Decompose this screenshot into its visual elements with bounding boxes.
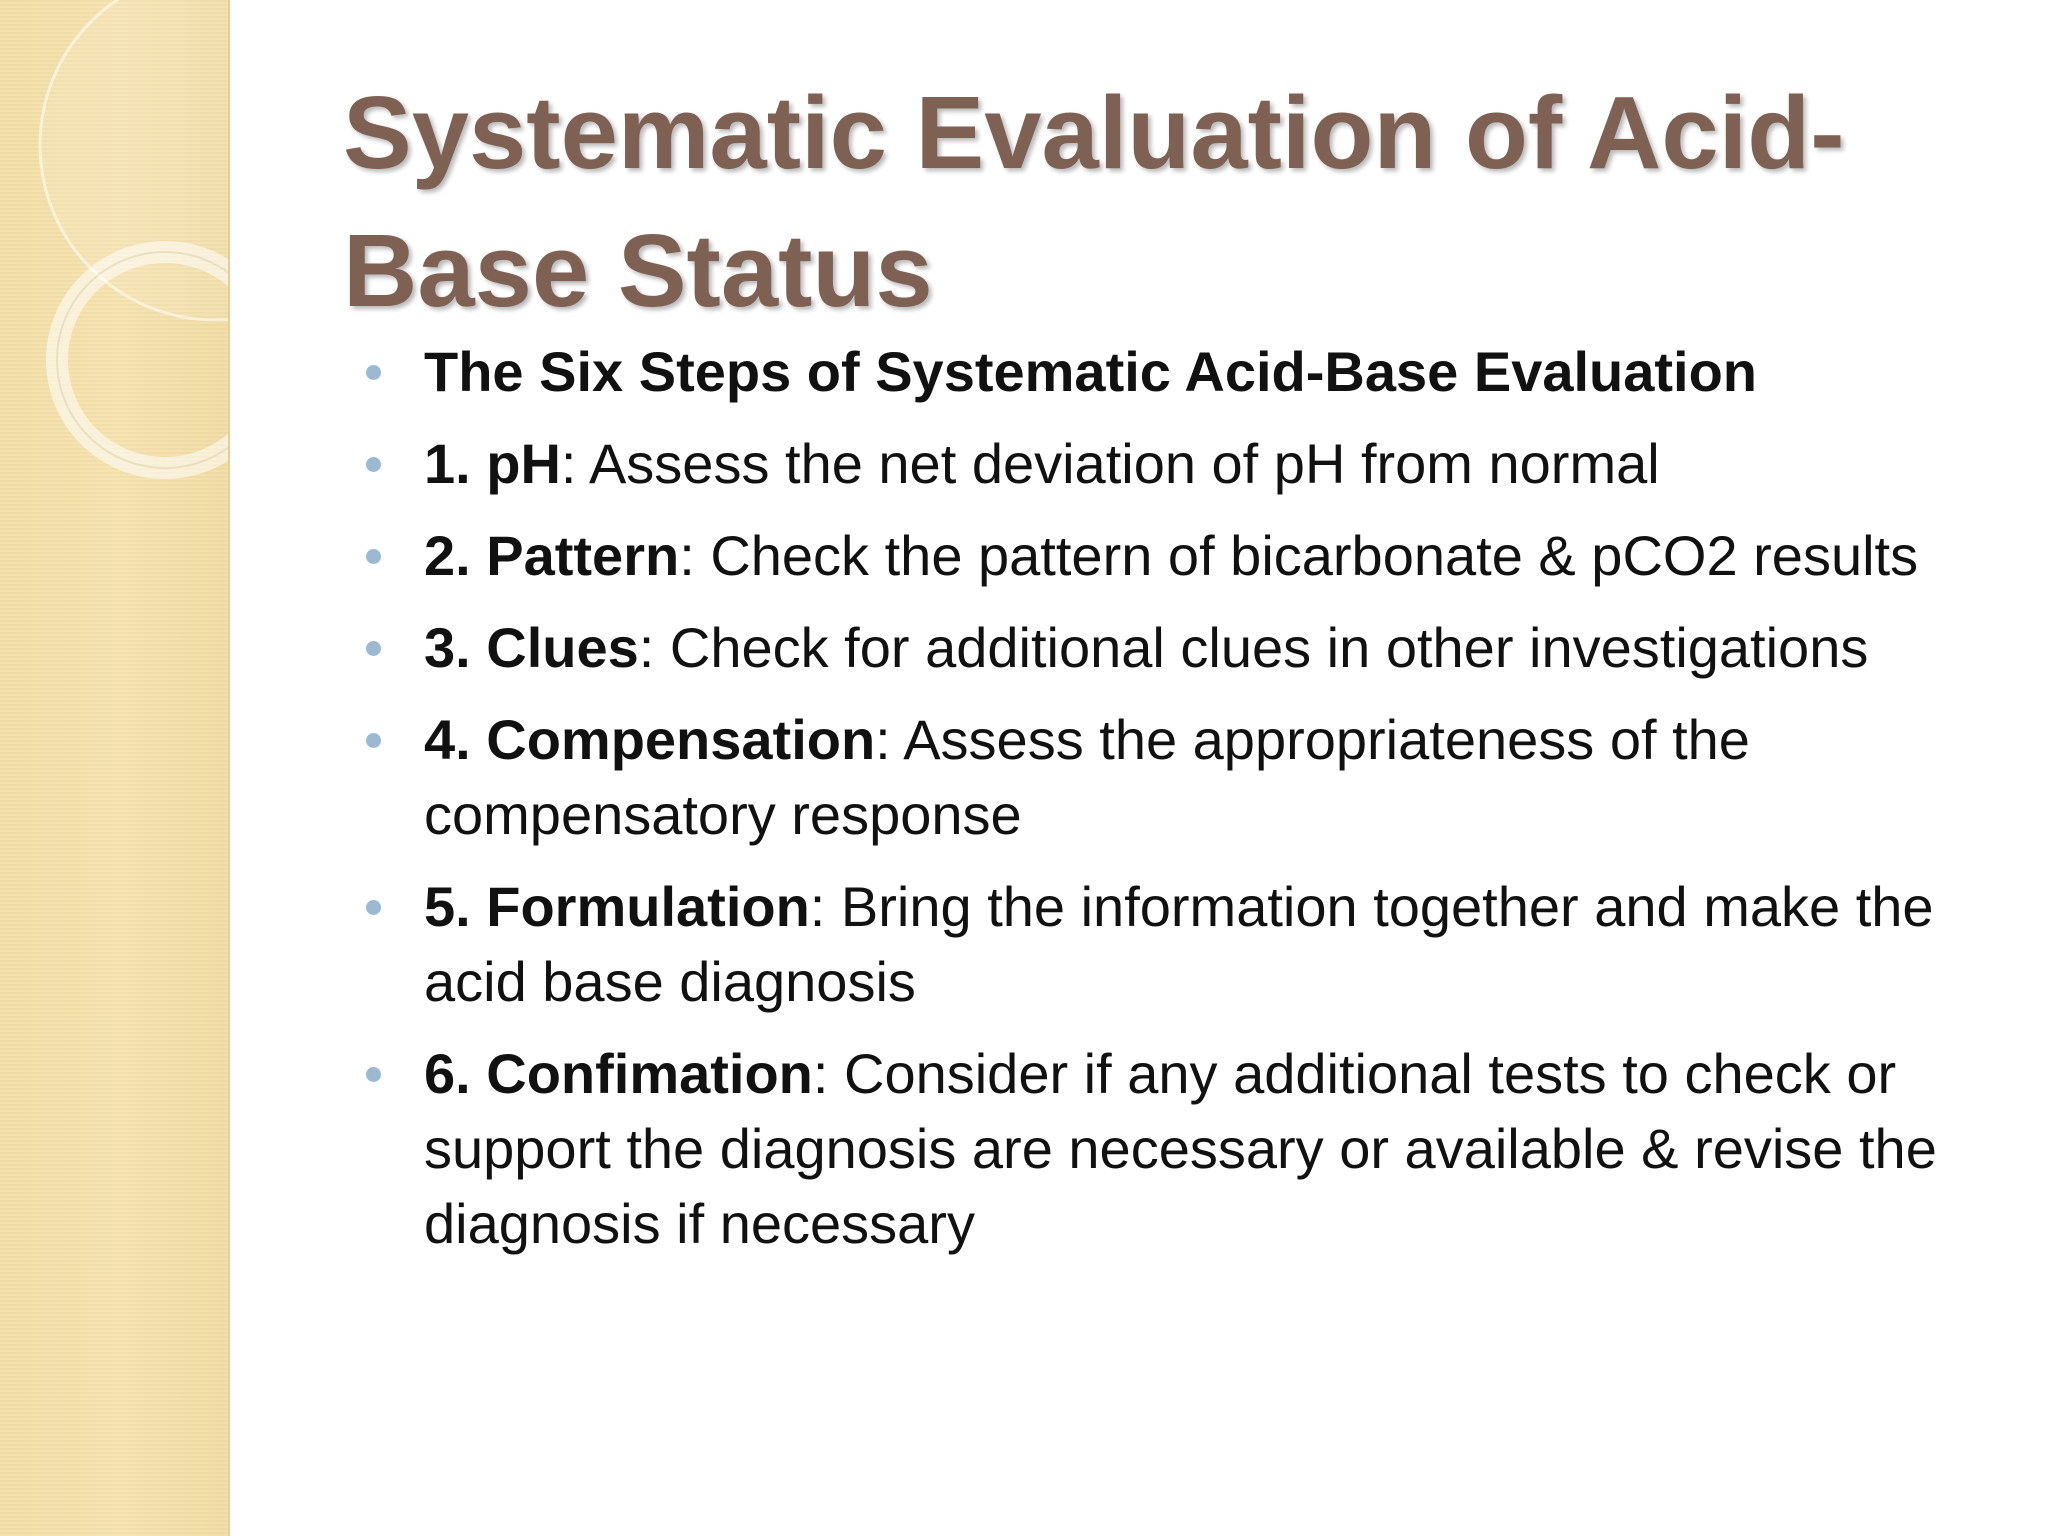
list-item <box>352 426 1992 501</box>
list-item-bold-label: 3. Clues <box>424 616 639 679</box>
bullet-icon <box>366 365 381 380</box>
list-item-text: : Assess the net deviation of pH from normal <box>560 432 1660 495</box>
list-item-bold-label: 4. Compensation <box>424 708 876 771</box>
list-item-text: : Check for additional clues in other investigations <box>638 616 1869 679</box>
list-item-bold-label: The Six Steps of Systematic Acid-Base Evaluation <box>424 340 1758 403</box>
list-item-bold-label: 1. pH <box>424 432 561 495</box>
bullet-icon <box>366 900 381 915</box>
list-item <box>352 518 1992 593</box>
bullet-icon <box>366 1067 381 1082</box>
decorative-side-band <box>0 0 230 1536</box>
bullet-icon <box>366 457 381 472</box>
bullet-icon <box>366 733 381 748</box>
decorative-circles-icon <box>0 0 228 560</box>
list-item <box>352 334 1992 409</box>
slide-title: Systematic Evaluation of Acid-Base Status <box>343 75 1845 328</box>
bullet-list <box>352 334 1992 1278</box>
list-item-bold-label: 5. Formulation <box>424 875 810 938</box>
list-item-text: : Bring the information together and make the acid base diagnosis <box>424 875 1934 1013</box>
list-item-text: : Check the pattern of bicarbonate & pCO2 results <box>679 524 1919 587</box>
list-item <box>352 1036 1992 1261</box>
list-item <box>352 610 1992 685</box>
list-item-bold-label: 6. Confimation <box>424 1042 813 1105</box>
bullet-icon <box>366 549 381 564</box>
list-item-bold-label: 2. Pattern <box>424 524 680 587</box>
list-item <box>352 702 1992 852</box>
list-item-text: : Assess the appropriateness of the compensatory response <box>424 708 1750 846</box>
list-item-text: : Consider if any additional tests to check or support the diagnosis are necessary or available & revise the diagnosis if necessary <box>424 1042 1937 1255</box>
list-item <box>352 869 1992 1019</box>
bullet-icon <box>366 641 381 656</box>
